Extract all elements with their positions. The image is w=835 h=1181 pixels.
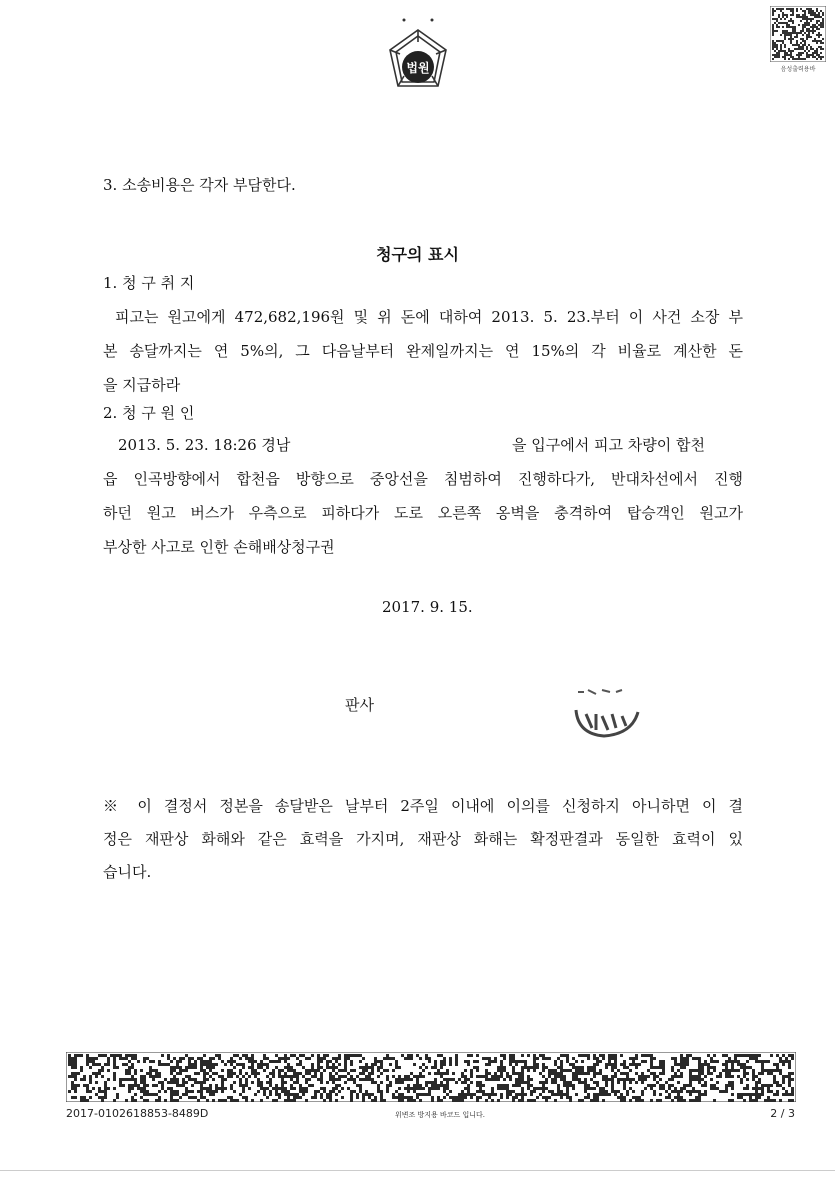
section-title: 청구의 표시 xyxy=(376,245,459,264)
claim-purpose-heading: 1. 청 구 취 지 xyxy=(103,274,195,292)
claim-purpose-line-1: 피고는 원고에게 472,682,196원 및 위 돈에 대하여 2013. 5. 23.부터 이 사건 소장 부 xyxy=(115,308,743,326)
claim-cause-line-4: 부상한 사고로 인한 손해배상청구권 xyxy=(103,538,335,556)
page-number: 2 / 3 xyxy=(770,1107,795,1120)
claim-purpose-line-2: 본 송달까지는 연 5%의, 그 다음날부터 완제일까지는 연 15%의 각 비율로 계산한 돈 xyxy=(103,342,743,360)
claim-cause-heading: 2. 청 구 원 인 xyxy=(103,404,195,422)
judge-seal-icon xyxy=(568,684,644,740)
notice-line-3: 습니다. xyxy=(103,863,152,881)
claim-cause-line-3: 하던 원고 버스가 우측으로 피하다가 도로 오른쪽 옹벽을 충격하여 탑승객인 원고가 xyxy=(103,504,743,522)
judge-label: 판사 xyxy=(345,696,374,714)
bottom-rule xyxy=(0,1170,835,1171)
anti-forgery-barcode-icon xyxy=(66,1052,796,1102)
claim-cause-line-2: 읍 인곡방향에서 합천읍 방향으로 중앙선을 침범하여 진행하다가, 반대차선에서 진행 xyxy=(103,470,743,488)
emblem-label: 법원 xyxy=(406,61,430,75)
court-emblem-icon xyxy=(378,12,458,104)
document-number: 2017-0102618853-8489D xyxy=(66,1107,209,1120)
qr-code-icon xyxy=(770,6,826,62)
notice-line-2: 정은 재판상 화해와 같은 효력을 가지며, 재판상 화해는 확정판결과 동일한 효력이 있 xyxy=(103,830,743,848)
notice-line-1: ※ 이 결정서 정본을 송달받은 날부터 2주일 이내에 이의를 신청하지 아니하면 이 결 xyxy=(103,797,743,815)
claim-purpose-line-3: 을 지급하라 xyxy=(103,376,181,394)
qr-caption: 음성출력용바 xyxy=(780,66,816,73)
claim-cause-line-1-left: 2013. 5. 23. 18:26 경남 xyxy=(118,436,291,454)
barcode-caption: 위변조 방지용 바코드 입니다. xyxy=(394,1111,486,1119)
item-3: 3. 소송비용은 각자 부담한다. xyxy=(103,176,296,194)
claim-cause-line-1-right: 을 입구에서 피고 차량이 합천 xyxy=(512,436,705,454)
decision-date: 2017. 9. 15. xyxy=(382,598,473,616)
